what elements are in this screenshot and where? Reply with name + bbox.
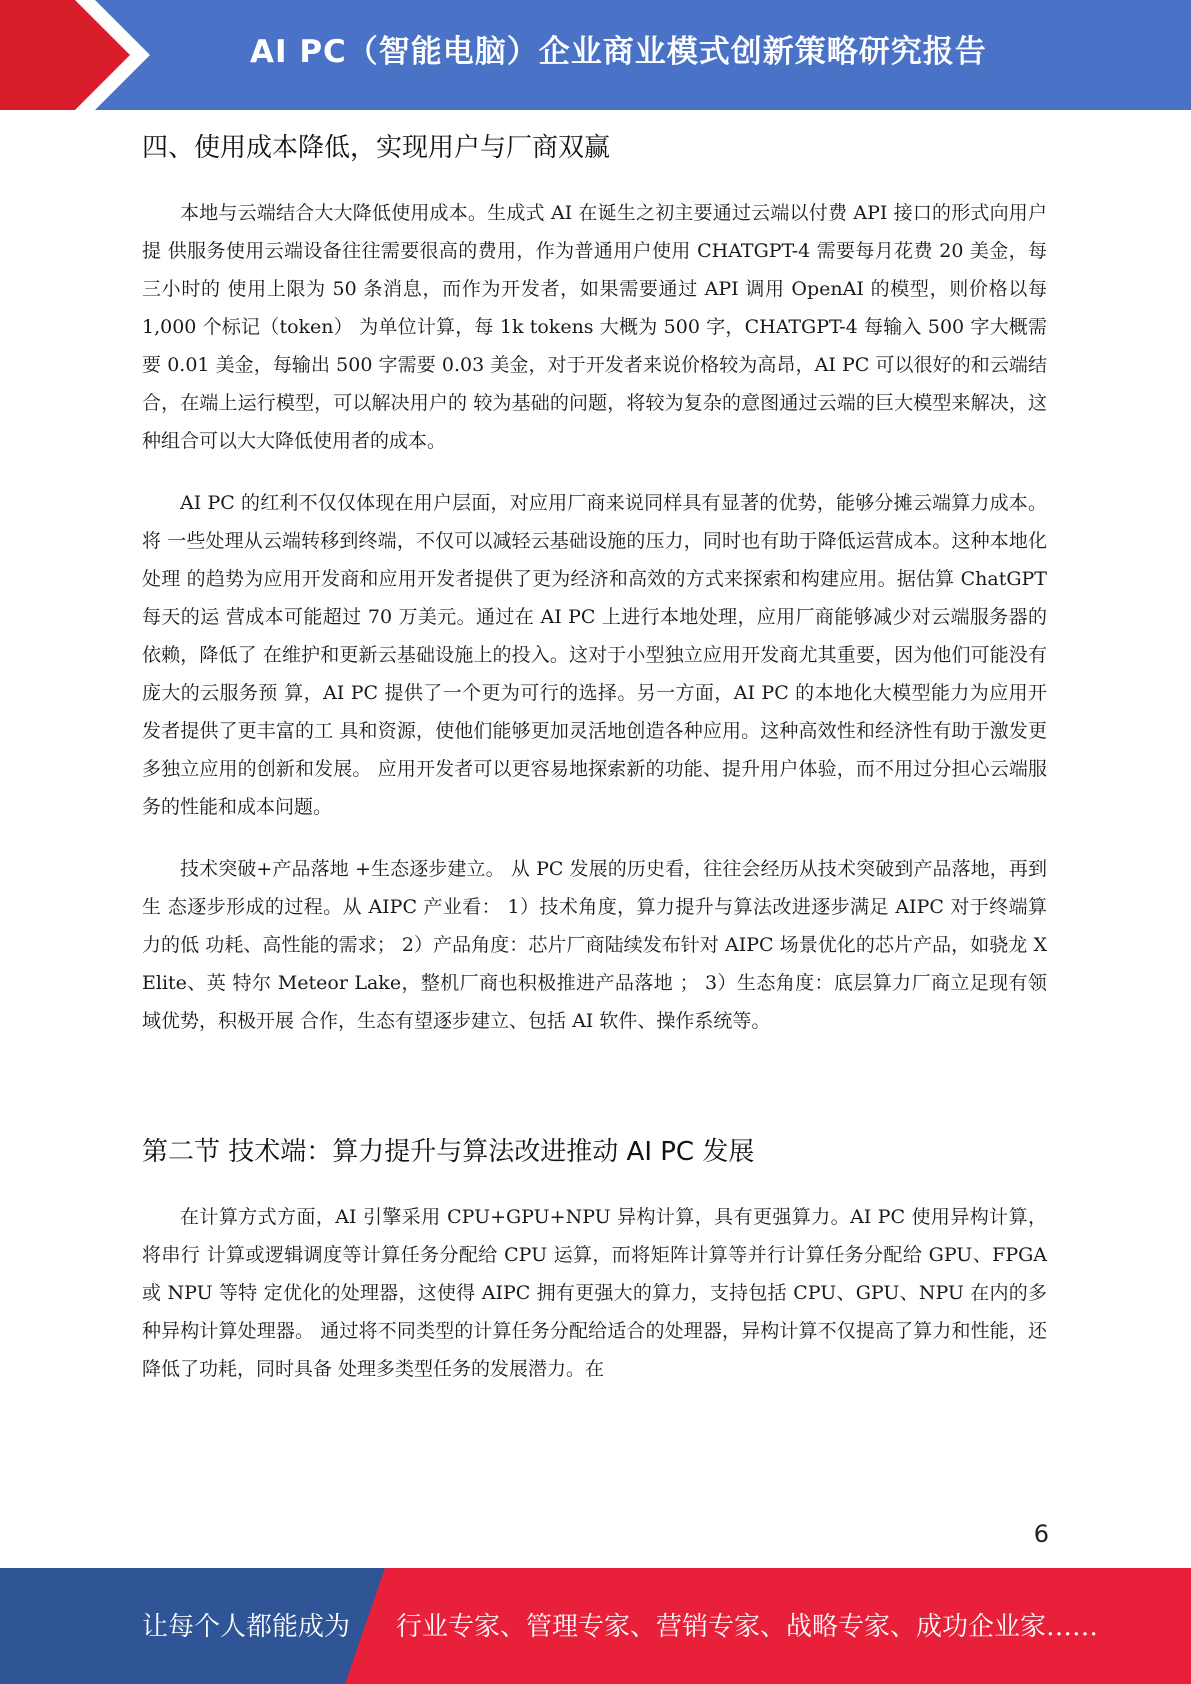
section-heading: 第二节 技术端：算力提升与算法改进推动 AI PC 发展	[142, 1137, 755, 1167]
footer-slogan-left: 让每个人都能成为	[142, 1612, 351, 1642]
page-number: 6	[1033, 1520, 1049, 1548]
header-band	[0, 0, 1191, 110]
paragraph: 在计算方式方面，AI 引擎采用 CPU+GPU+NPU 异构计算，具有更强算力。AI PC 使用异构计算，将串行 计算或逻辑调度等计算任务分配给 CPU 运算，而将矩阵计算等并行计算任务分配给 GPU、FPGA 或 NPU 等特 定优化的处理器，这使得 AIPC 拥有更强大的算力，支持包括 CPU、GPU、NPU 在内的多种异构计算处理器。 通过将不同类型的计算任务分配给适合的处理器，异构计算不仅提高了算力和性能，还降低了功耗，同时具备 处理多类型任务的发展潜力。在	[142, 1206, 1047, 1380]
footer-band	[0, 1568, 1191, 1684]
section-heading: 四、使用成本降低，实现用户与厂商双赢	[142, 133, 611, 163]
header-arrow-decoration	[0, 0, 160, 110]
paragraph: 技术突破+产品落地 +生态逐步建立。 从 PC 发展的历史看，往往会经历从技术突破到产品落地，再到生 态逐步形成的过程。从 AIPC 产业看： 1）技术角度，算力提升与算法改进逐步满足 AIPC 对于终端算力的低 功耗、高性能的需求； 2）产品角度：芯片厂商陆续发布针对 AIPC 场景优化的芯片产品，如骁龙 X Elite、英 特尔 Meteor Lake，整机厂商也积极推进产品落地 ； 3）生态角度：底层算力厂商立足现有领域优势，积极开展 合作，生态有望逐步建立、包括 AI 软件、操作系统等。	[142, 858, 1047, 1032]
paragraph: AI PC 的红利不仅仅体现在用户层面，对应用厂商来说同样具有显著的优势，能够分摊云端算力成本。将 一些处理从云端转移到终端，不仅可以减轻云基础设施的压力，同时也有助于降低运营成本。这种本地化处理 的趋势为应用开发商和应用开发者提供了更为经济和高效的方式来探索和构建应用。据估算 ChatGPT 每天的运 营成本可能超过 70 万美元。通过在 AI PC 上进行本地处理，应用厂商能够减少对云端服务器的依赖，降低了 在维护和更新云基础设施上的投入。这对于小型独立应用开发商尤其重要，因为他们可能没有庞大的云服务预 算，AI PC 提供了一个更为可行的选择。另一方面，AI PC 的本地化大模型能力为应用开发者提供了更丰富的工 具和资源，使他们能够更加灵活地创造各种应用。这种高效性和经济性有助于激发更多独立应用的创新和发展。 应用开发者可以更容易地探索新的功能、提升用户体验，而不用过分担心云端服务的性能和成本问题。	[142, 492, 1047, 818]
paragraph: 本地与云端结合大大降低使用成本。生成式 AI 在诞生之初主要通过云端以付费 API 接口的形式向用户提 供服务使用云端设备往往需要很高的费用，作为普通用户使用 CHATGPT-4 需要每月花费 20 美金，每三小时的 使用上限为 50 条消息，而作为开发者，如果需要通过 API 调用 OpenAI 的模型，则价格以每 1,000 个标记（token） 为单位计算，每 1k tokens 大概为 500 字，CHATGPT-4 每输入 500 字大概需要 0.01 美金，每输出 500 字需要 0.03 美金，对于开发者来说价格较为高昂，AI PC 可以很好的和云端结合，在端上运行模型，可以解决用户的 较为基础的问题，将较为复杂的意图通过云端的巨大模型来解决，这种组合可以大大降低使用者的成本。	[142, 202, 1047, 452]
report-title: AI PC（智能电脑）企业商业模式创新策略研究报告	[250, 34, 987, 70]
footer-slogan-right: 行业专家、管理专家、营销专家、战略专家、成功企业家……	[396, 1612, 1099, 1642]
page-content	[142, 128, 1047, 1388]
